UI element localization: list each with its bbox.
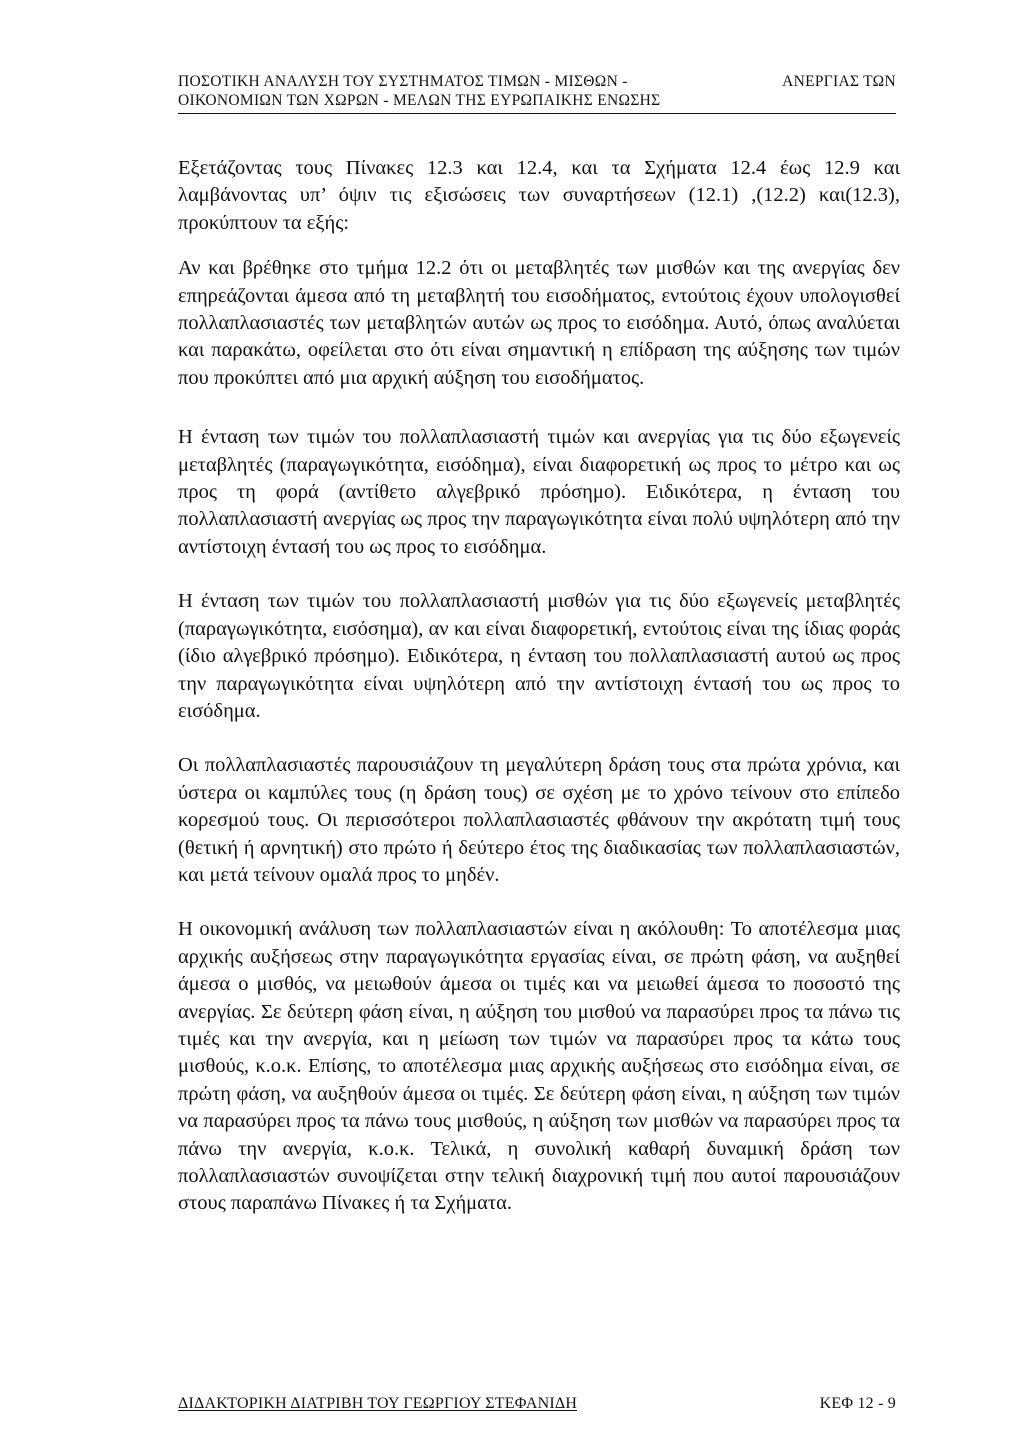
paragraph: Εξετάζοντας τους Πίνακες 12.3 και 12.4, και τα Σχήματα 12.4 έως 12.9 και λαμβάνοντας υπ’ όψιν τις εξισώσεις των συναρτήσεων (12.1) ,(12.2) και(12.3), προκύπτουν τα εξής:	[178, 157, 900, 234]
footer-page-number: ΚΕΦ 12 - 9	[819, 1395, 896, 1412]
paragraph: Η ένταση των τιμών του πολλαπλασιαστή μισθών για τις δύο εξωγενείς μεταβλητές (παραγωγικότητα, εισόσημα), αν και είναι διαφορετική, εντούτοις είναι της ίδιας φοράς (ίδιο αλγεβρικό πρόσημο). Ειδικότερα, η ένταση του πολλαπλασιαστή αυτού ως προς την παραγωγικότητα είναι υψηλότερη από την αντίστοιχη έντασή του ως προς το εισόδημα.	[178, 590, 900, 722]
running-header	[178, 72, 896, 110]
header-line-1-left: ΠΟΣΟΤΙΚΗ ΑΝΑΛΥΣΗ ΤΟΥ ΣΥΣΤΗΜΑΤΟΣ ΤΙΜΩΝ - ΜΙΣΘΩΝ -	[178, 73, 628, 90]
footer-thesis-title: ΔΙΔΑΚΤΟΡΙΚΗ ΔΙΑΤΡΙΒΗ ΤΟΥ ΓΕΩΡΓΙΟΥ ΣΤΕΦΑΝΙΔΗ	[178, 1395, 578, 1412]
paragraph: Οι πολλαπλασιαστές παρουσιάζουν τη μεγαλύτερη δράση τους στα πρώτα χρόνια, και ύστερα οι καμπύλες τους (η δράση τους) σε σχέση με το χρόνο τείνουν στο επίπεδο κορεσμού τους. Οι περισσότεροι πολλαπλασιαστές φθάνουν την ακρότατη τιμή τους (θετική ή αρνητική) στο πρώτο ή δεύτερο έτος της διαδικασίας των πολλαπλασιαστών, και μετά τείνουν ομαλά προς το μηδέν.	[178, 754, 900, 886]
paragraph: Αν και βρέθηκε στο τμήμα 12.2 ότι οι μεταβλητές των μισθών και της ανεργίας δεν επηρεάζονται άμεσα από τη μεταβλητή του εισοδήματος, εντούτοις έχουν υπολογισθεί πολλαπλασιαστές των μεταβλητών αυτών ως προς το εισόδημα. Αυτό, όπως αναλύεται και παρακάτω, οφείλεται στο ότι είναι σημαντική η επίδραση της αύξησης των τιμών που προκύπτει από μια αρχική αύξηση του εισοδήματος.	[178, 257, 900, 389]
header-line-2: ΟΙΚΟΝΟΜΙΩΝ ΤΩΝ ΧΩΡΩΝ - ΜΕΛΩΝ ΤΗΣ ΕΥΡΩΠΑΙΚΗΣ ΕΝΩΣΗΣ	[178, 92, 661, 109]
header-line-1-right: ΑΝΕΡΓΙΑΣ ΤΩΝ	[782, 73, 896, 90]
running-footer	[178, 1394, 896, 1414]
paragraph: Η οικονομική ανάλυση των πολλαπλασιαστών είναι η ακόλουθη: Το αποτέλεσμα μιας αρχικής αυξήσεως στην παραγωγικότητα εργασίας είναι, σε πρώτη φάση, να αυξηθεί άμεσα ο μισθός, να μειωθούν άμεσα οι τιμές και να μειωθεί άμεσα το ποσοστό της ανεργίας. Σε δεύτερη φάση είναι, η αύξηση του μισθού να παρασύρει προς τα πάνω τις τιμές και την ανεργία, και η μείωση των τιμών να παρασύρει προς τα κάτω τους μισθούς, κ.ο.κ. Επίσης, το αποτέλεσμα μιας αρχικής αυξήσεως στο εισόδημα είναι, σε πρώτη φάση, να αυξηθούν άμεσα οι τιμές. Σε δεύτερη φάση είναι, η αύξηση των τιμών να παρασύρει προς τα πάνω τους μισθούς, η αύξηση των μισθών να παρασύρει προς τα πάνω την ανεργία, κ.ο.κ. Τελικά, η συνολική καθαρή δυναμική δράση των πολλαπλασιαστών συνοψίζεται στην τελική διαχρονική τιμή που αυτοί παρουσιάζουν στους παραπάνω Πίνακες ή τα Σχήματα.	[178, 918, 900, 1215]
body-text	[178, 155, 900, 1245]
header-line-1	[178, 72, 896, 91]
paragraph: Η ένταση των τιμών του πολλαπλασιαστή τιμών και ανεργίας για τις δύο εξωγενείς μεταβλητές (παραγωγικότητα, εισόδημα), είναι διαφορετική ως προς το μέτρο και ως προς τη φορά (αντίθετο αλγεβρικό πρόσημο). Ειδικότερα, η ένταση του πολλαπλασιαστή ανεργίας ως προς την παραγωγικότητα είναι πολύ υψηλότερη από την αντίστοιχη έντασή του ως προς το εισόδημα.	[178, 426, 900, 558]
header-rule	[178, 113, 896, 114]
